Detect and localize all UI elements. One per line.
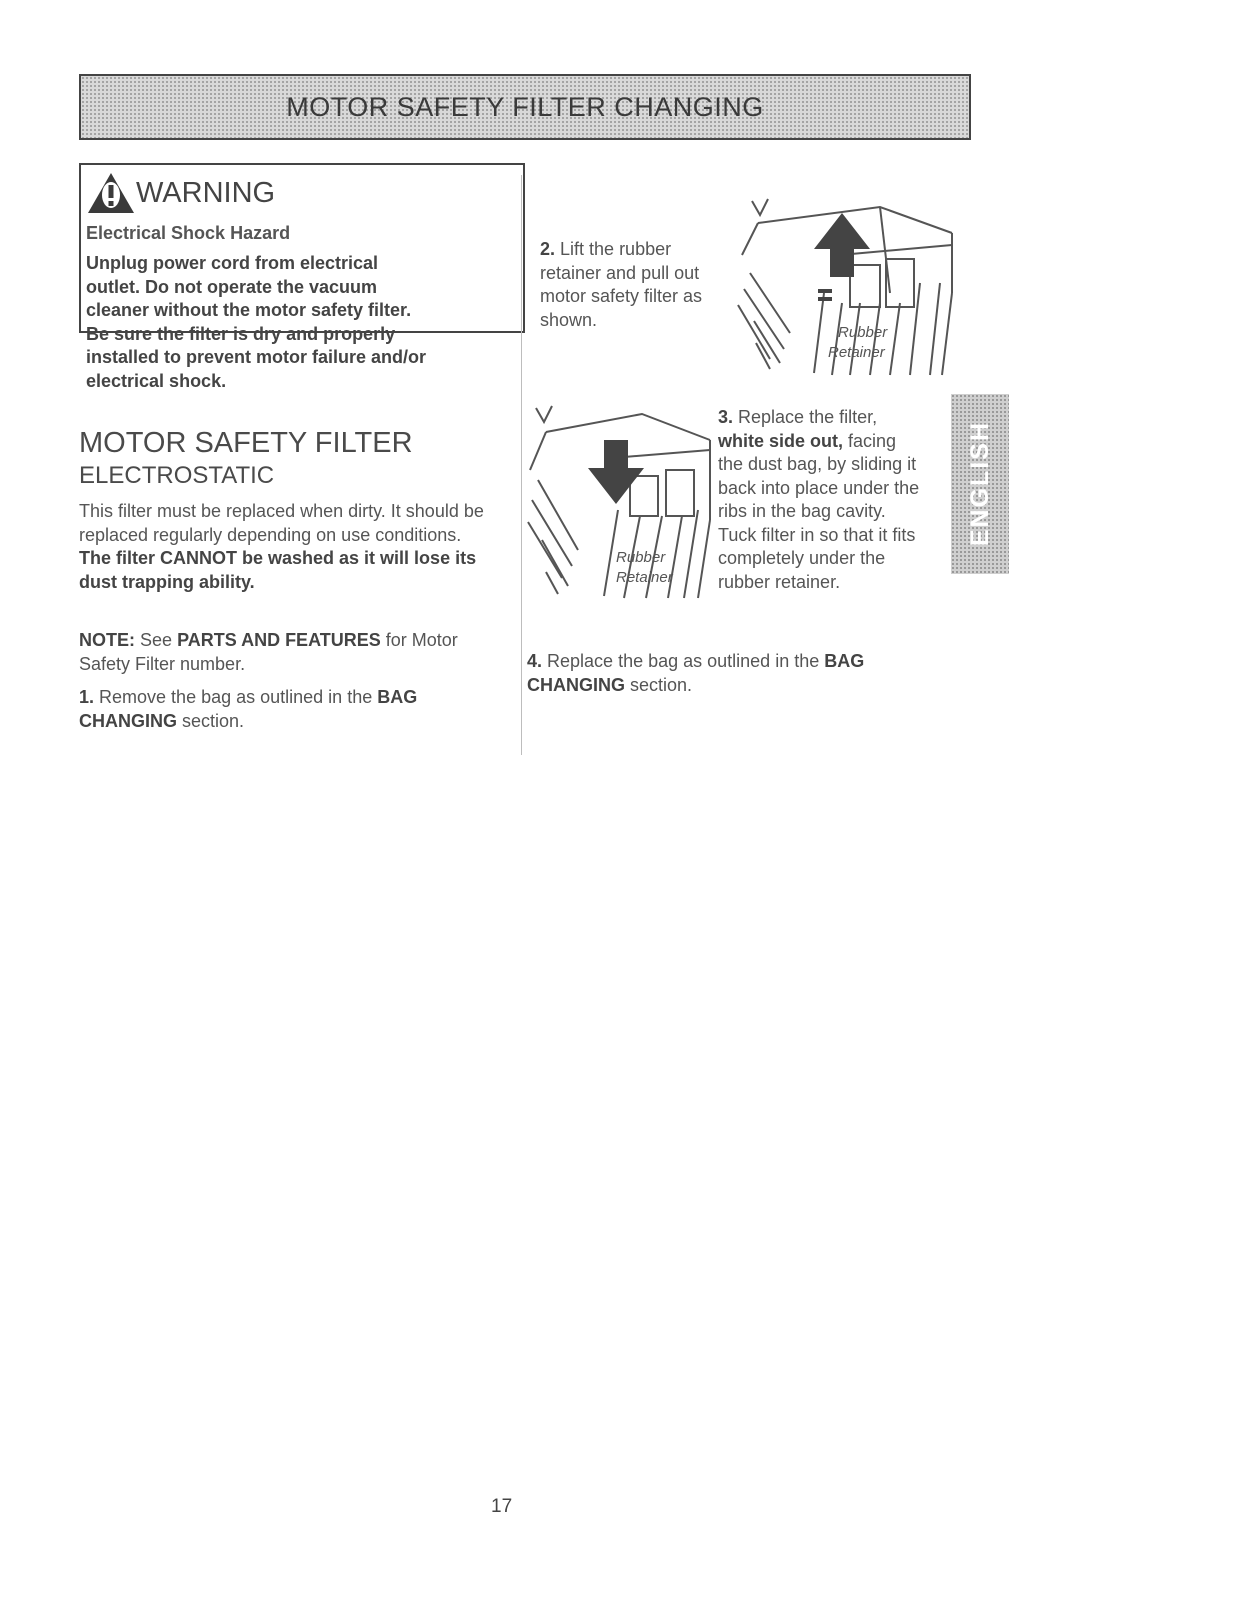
step-number: 1. (79, 687, 95, 707)
intro-text: This filter must be replaced when dirty. It should be replaced regularly depending on use conditions. (79, 501, 484, 545)
language-tab-label: ENGLISH (965, 421, 994, 547)
rubber-label: Rubber (838, 324, 888, 341)
step-reference: BAG CHANGING (527, 651, 865, 695)
section-subtitle: ELECTROSTATIC (79, 462, 275, 489)
step-number: 4. (527, 651, 543, 671)
note-paragraph (79, 629, 489, 676)
hazard-type: Electrical Shock Hazard (86, 223, 291, 243)
retainer-label: Retainer (616, 569, 673, 586)
note-pre: See (140, 630, 173, 650)
step-text: facing the dust bag, by sliding it back into place under the ribs in the bag cavity. Tuck filter in so that it fits completely under the rubber retainer. (718, 430, 920, 592)
warning-line: cleaner without the motor safety filter. (86, 300, 412, 320)
step-number: 2. (540, 239, 556, 259)
step-number: 3. (718, 407, 734, 427)
warning-text (86, 252, 519, 393)
replace-filter-illustration (522, 400, 717, 612)
warning-title: WARNING (136, 176, 276, 209)
warning-line: installed to prevent motor failure and/or (86, 347, 427, 367)
step-1 (79, 686, 489, 733)
section-title: MOTOR SAFETY FILTER (79, 427, 413, 459)
warning-line: electrical shock. (86, 370, 227, 391)
step-2 (540, 238, 725, 332)
step-reference: BAG CHANGING (79, 687, 418, 731)
step-bold-text: white side out, (718, 430, 844, 451)
language-tab (951, 394, 1009, 574)
note-label: NOTE: (79, 630, 135, 650)
warning-line: Unplug power cord from electrical (86, 253, 379, 273)
warning-line: Be sure the filter is dry and properly (86, 323, 396, 344)
step-tail: section. (630, 674, 693, 695)
intro-paragraph (79, 500, 484, 594)
warning-triangle-icon (86, 171, 136, 215)
lift-retainer-illustration (730, 193, 958, 385)
step-text: Replace the bag as outlined in the (547, 651, 820, 671)
step-4 (527, 650, 927, 697)
warning-box (79, 163, 525, 391)
warning-heading (86, 171, 519, 215)
page-number: 17 (491, 1496, 513, 1517)
step-3 (718, 406, 923, 594)
warning-line: outlet. Do not operate the vacuum (86, 276, 378, 297)
page-title: MOTOR SAFETY FILTER CHANGING (286, 91, 764, 122)
step-text-pre: Replace the filter, (738, 407, 878, 427)
note-post: for Motor Safety Filter number. (79, 630, 458, 674)
rubber-label: Rubber (616, 549, 666, 566)
step-text: Remove the bag as outlined in the (99, 687, 373, 707)
note-reference: PARTS AND FEATURES (177, 630, 381, 650)
step-tail: section. (182, 710, 245, 731)
intro-bold-text: The filter CANNOT be washed as it will lose its dust trapping ability. (79, 548, 477, 592)
step-text: Lift the rubber retainer and pull out motor safety filter as shown. (540, 239, 703, 330)
section-header-banner (79, 74, 971, 140)
retainer-label: Retainer (828, 344, 885, 361)
